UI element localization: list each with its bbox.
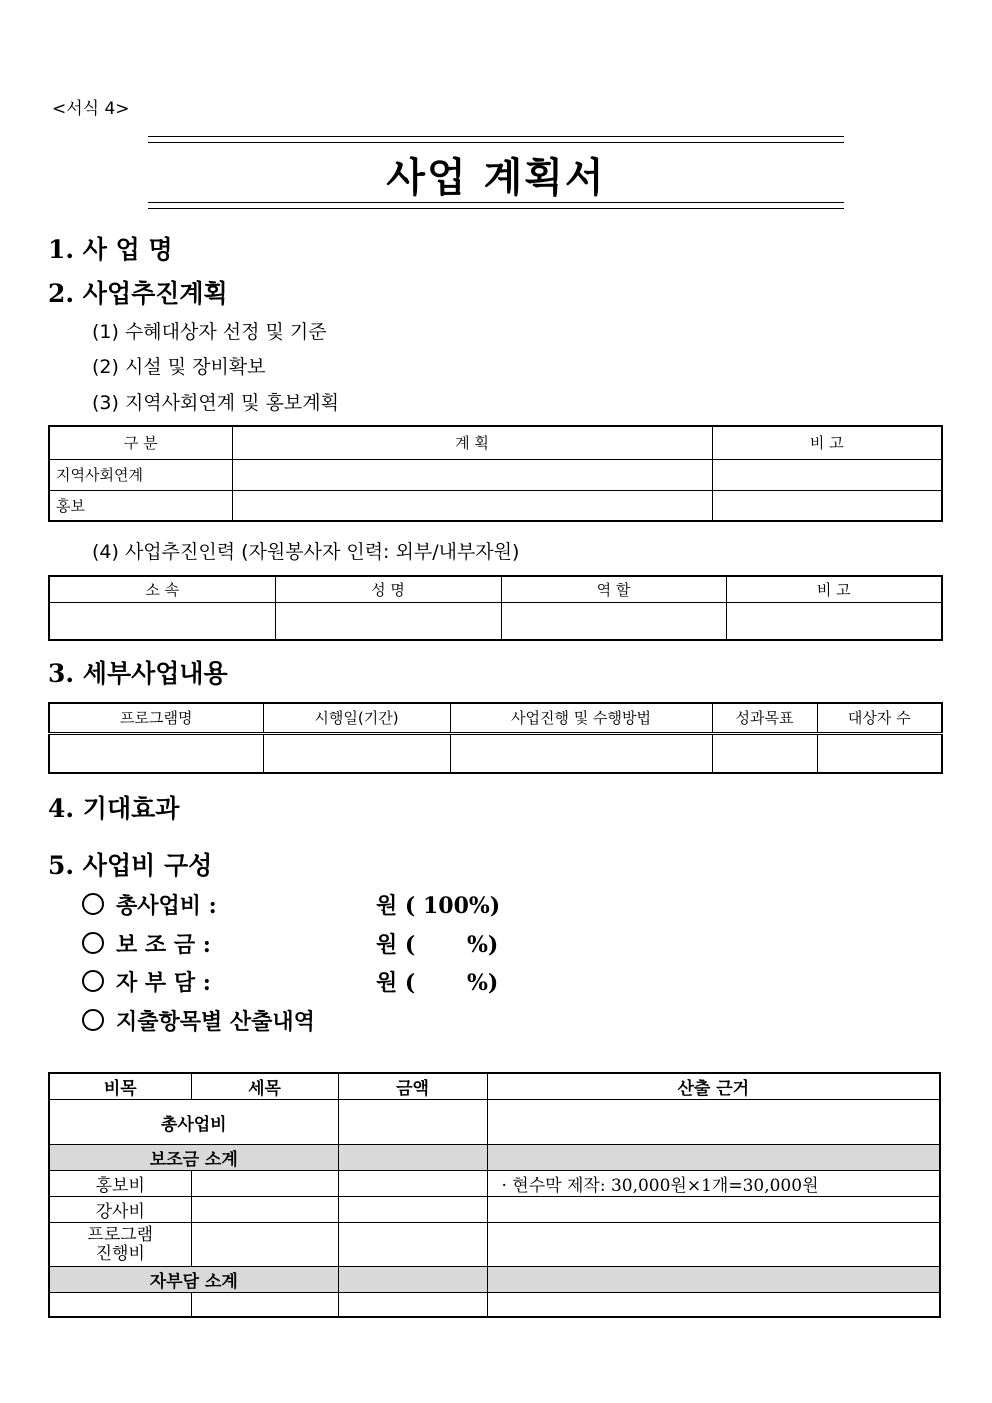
table-cell[interactable] [712,490,942,521]
program-details-table [48,702,943,774]
section-3-heading: 3. 세부사업내용 [48,659,228,688]
form-number: <서식 4> [52,99,130,119]
expense-table [48,1072,941,1318]
row-label-line: 진행비 [95,1243,145,1264]
col-header: 세목 [191,1073,338,1100]
table-cell[interactable] [338,1223,487,1267]
table-cell[interactable] [817,733,942,773]
table-cell[interactable] [338,1267,487,1293]
row-label: 강사비 [49,1197,191,1223]
col-header: 산출 근거 [487,1073,940,1100]
table-cell[interactable] [501,602,726,640]
budget-label: 자 부 담 : [116,970,211,996]
table-cell[interactable] [338,1171,487,1197]
subsection-4: (4) 사업추진인력 (자원봉사자 인력: 외부/내부자원) [92,541,520,563]
table-cell[interactable] [338,1293,487,1317]
budget-self-line [82,966,211,997]
col-header: 계 획 [232,426,712,459]
table-cell[interactable] [49,1293,191,1317]
staffing-table [48,575,943,641]
budget-total-line [82,889,217,920]
budget-label: 지출항목별 산출내역 [116,1009,315,1035]
title-bottom-rule [148,202,844,209]
subsection-1: (1) 수혜대상자 선정 및 기준 [92,321,327,343]
subsection-2: (2) 시설 및 장비확보 [92,356,266,378]
circle-bullet-icon [82,893,104,915]
budget-subsidy-line [82,928,211,959]
community-plan-table [48,425,943,522]
row-label-line: 프로그램 [87,1224,154,1245]
col-header: 시행일(기간) [263,703,450,733]
section-1-heading: 1. 사 업 명 [48,235,173,264]
table-cell[interactable] [49,733,263,773]
col-header: 금액 [338,1073,487,1100]
circle-bullet-icon [82,970,104,992]
budget-label: 보 조 금 : [116,932,211,958]
col-header: 성 명 [275,576,501,602]
table-cell[interactable] [263,733,450,773]
table-cell[interactable] [275,602,501,640]
table-cell[interactable] [232,490,712,521]
col-header: 비 고 [726,576,942,602]
section-2-heading: 2. 사업추진계획 [48,279,228,308]
page-title: 사업 계획서 [386,155,606,201]
table-cell[interactable] [338,1197,487,1223]
expense-breakdown-line [82,1005,315,1036]
row-label: 홍보 [49,490,232,521]
col-header: 구 분 [49,426,232,459]
table-cell[interactable] [338,1100,487,1145]
budget-value: 원 ( %) [376,970,499,996]
budget-value: 원 ( %) [376,932,499,958]
table-cell[interactable] [487,1223,940,1267]
table-cell[interactable] [487,1197,940,1223]
table-cell[interactable] [338,1145,487,1171]
total-label: 총사업비 [49,1100,338,1145]
table-cell[interactable] [450,733,712,773]
table-cell[interactable] [487,1267,940,1293]
col-header: 소 속 [49,576,275,602]
col-header: 대상자 수 [817,703,942,733]
table-cell[interactable] [487,1293,940,1317]
col-header: 비 고 [712,426,942,459]
table-cell[interactable] [487,1100,940,1145]
budget-value: 원 ( 100%) [376,893,501,919]
table-cell[interactable] [49,602,275,640]
subsection-3: (3) 지역사회연계 및 홍보계획 [92,392,339,414]
budget-label: 총사업비 : [116,893,217,919]
circle-bullet-icon [82,932,104,954]
table-cell[interactable] [712,459,942,490]
table-cell[interactable] [191,1293,338,1317]
table-cell[interactable] [712,733,817,773]
basis-cell[interactable]: · 현수막 제작: 30,000원×1개=30,000원 [487,1171,940,1197]
col-header: 성과목표 [712,703,817,733]
table-cell[interactable] [232,459,712,490]
col-header: 비목 [49,1073,191,1100]
col-header: 사업진행 및 수행방법 [450,703,712,733]
table-cell[interactable] [191,1171,338,1197]
row-label: 지역사회연계 [49,459,232,490]
subsidy-subtotal-label: 보조금 소계 [49,1145,338,1171]
table-cell[interactable] [191,1223,338,1267]
circle-bullet-icon [82,1009,104,1031]
col-header: 역 할 [501,576,726,602]
section-5-heading: 5. 사업비 구성 [48,851,213,880]
row-label: 홍보비 [49,1171,191,1197]
section-4-heading: 4. 기대효과 [48,794,180,823]
title-top-rule [148,136,844,143]
table-cell[interactable] [487,1145,940,1171]
col-header: 프로그램명 [49,703,263,733]
self-subtotal-label: 자부담 소계 [49,1267,338,1293]
table-cell[interactable] [191,1197,338,1223]
row-label [49,1223,191,1267]
table-cell[interactable] [726,602,942,640]
